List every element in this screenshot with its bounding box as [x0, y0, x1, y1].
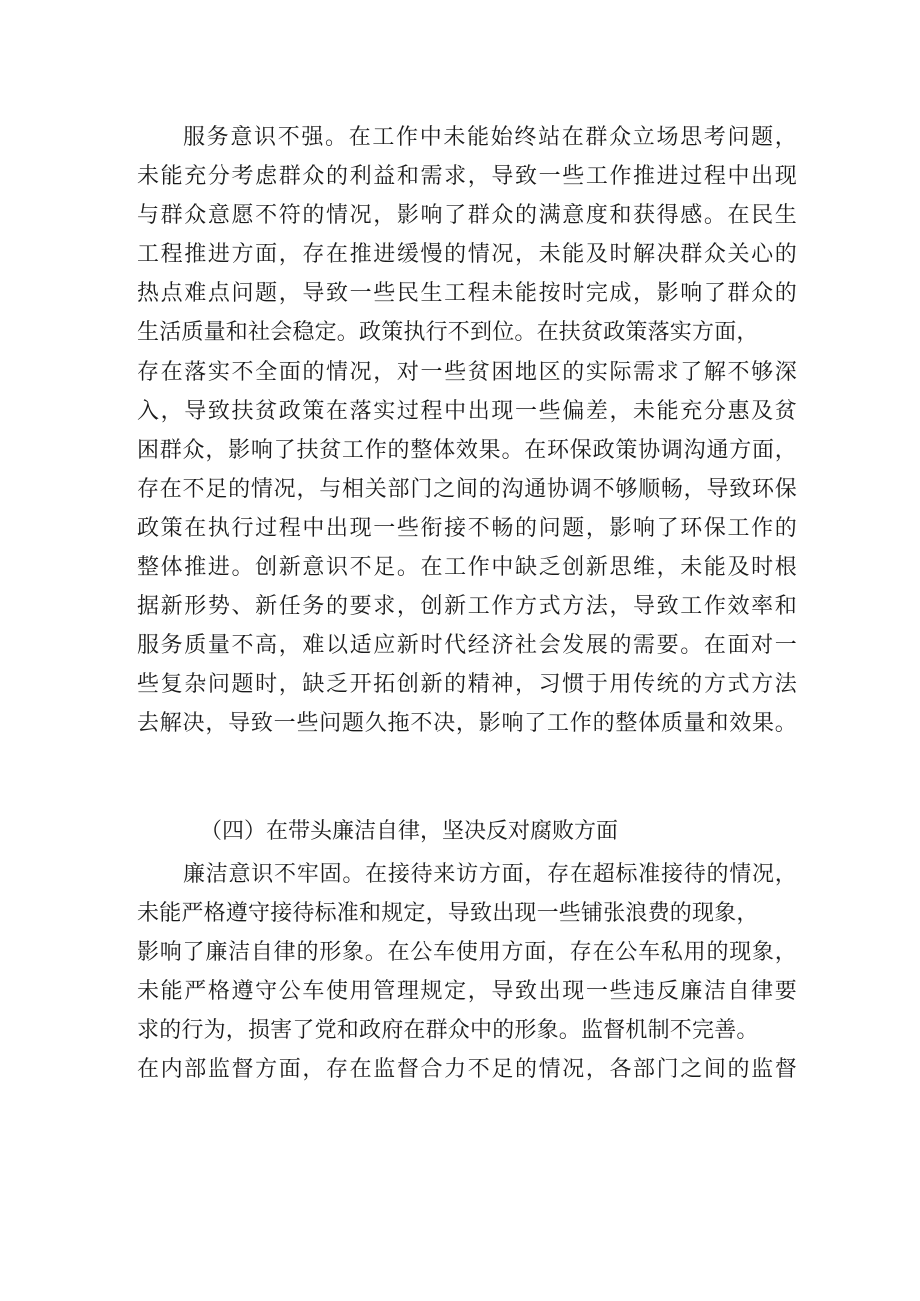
paragraph-line: 影响了廉洁自律的形象。在公车使用方面，存在公车私用的现象， — [137, 940, 797, 966]
paragraph-line: 与群众意愿不符的情况，影响了群众的满意度和获得感。在民生 — [137, 203, 797, 229]
paragraph-line: 工程推进方面，存在推进缓慢的情况，未能及时解决群众关心的 — [137, 242, 797, 268]
paragraph-line: 整体推进。创新意识不足。在工作中缺乏创新思维，未能及时根 — [137, 555, 797, 581]
paragraph-line: 困群众，影响了扶贫工作的整体效果。在环保政策协调沟通方面， — [137, 437, 797, 463]
paragraph-line: 求的行为，损害了党和政府在群众中的形象。监督机制不完善。 — [137, 1018, 759, 1044]
paragraph-line: 去解决，导致一些问题久拖不决，影响了工作的整体质量和效果。 — [137, 711, 797, 737]
paragraph-line: 入，导致扶贫政策在落实过程中出现一些偏差，未能充分惠及贫 — [137, 398, 797, 424]
paragraph-line: 未能严格遵守接待标准和规定，导致出现一些铺张浪费的现象， — [137, 901, 759, 927]
paragraph-line: 热点难点问题，导致一些民生工程未能按时完成，影响了群众的 — [137, 281, 797, 307]
paragraph-line: 服务意识不强。在工作中未能始终站在群众立场思考问题， — [183, 125, 797, 150]
body-paragraph-2 — [137, 855, 797, 1090]
section-heading: （四）在带头廉洁自律，坚决反对腐败方面 — [200, 819, 619, 844]
paragraph-line: 在内部监督方面，存在监督合力不足的情况，各部门之间的监督 — [137, 1057, 797, 1083]
paragraph-line: 未能严格遵守公车使用管理规定，导致出现一些违反廉洁自律要 — [137, 979, 797, 1005]
paragraph-line: 些复杂问题时，缺乏开拓创新的精神，习惯于用传统的方式方法 — [137, 672, 797, 698]
paragraph-line: 存在不足的情况，与相关部门之间的沟通协调不够顺畅，导致环保 — [137, 476, 797, 502]
paragraph-line: 存在落实不全面的情况，对一些贫困地区的实际需求了解不够深 — [137, 359, 797, 385]
paragraph-line: 廉洁意识不牢固。在接待来访方面，存在超标准接待的情况， — [183, 862, 797, 887]
body-paragraph-1 — [137, 118, 797, 744]
paragraph-line: 生活质量和社会稳定。政策执行不到位。在扶贫政策落实方面， — [137, 320, 759, 346]
paragraph-line: 据新形势、新任务的要求，创新工作方式方法，导致工作效率和 — [137, 594, 797, 620]
paragraph-line: 未能充分考虑群众的利益和需求，导致一些工作推进过程中出现 — [137, 164, 797, 190]
paragraph-line: 政策在执行过程中出现一些衔接不畅的问题，影响了环保工作的 — [137, 515, 797, 541]
paragraph-line: 服务质量不高，难以适应新时代经济社会发展的需要。在面对一 — [137, 633, 797, 659]
